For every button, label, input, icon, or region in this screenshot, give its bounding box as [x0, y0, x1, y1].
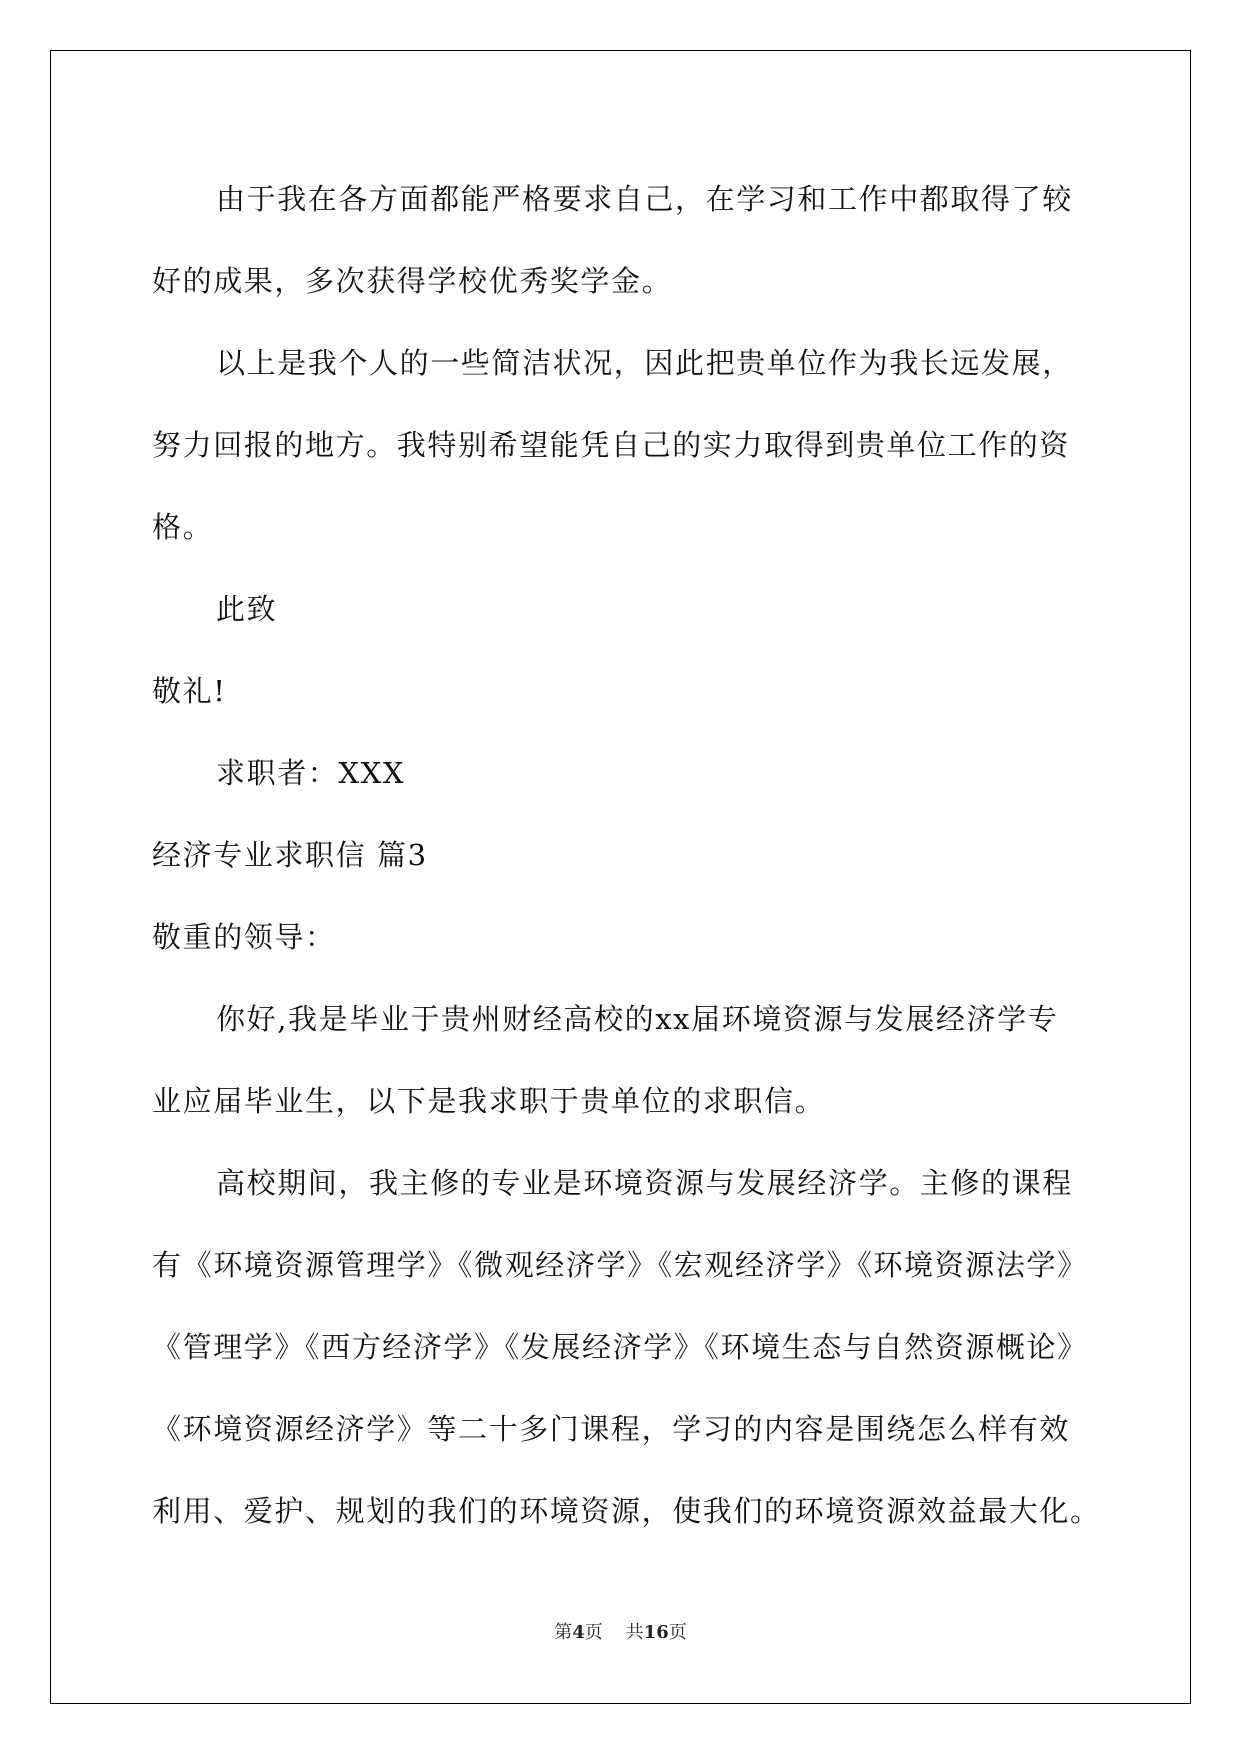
paragraph-line: 努力回报的地方。我特别希望能凭自己的实力取得到贵单位工作的资: [152, 428, 1071, 462]
total-prefix: 共: [625, 1622, 644, 1643]
paragraph-line: 《管理学》《西方经济学》《发展经济学》《环境生态与自然资源概论》: [152, 1330, 1088, 1364]
paragraph-line: 《环境资源经济学》等二十多门课程，学习的内容是围绕怎么样有效: [152, 1412, 1071, 1446]
paragraph-line: 以上是我个人的一些简洁状况，因此把贵单位作为我长远发展，: [216, 346, 1073, 380]
paragraph-line: 利用、爱护、规划的我们的环境资源，使我们的环境资源效益最大化。: [152, 1494, 1101, 1528]
salutation: 敬礼!: [152, 674, 227, 708]
page-number: 4: [572, 1622, 585, 1643]
total-pages: 16: [643, 1622, 669, 1643]
paragraph-line: 高校期间，我主修的专业是环境资源与发展经济学。主修的课程: [216, 1166, 1073, 1200]
page-footer: [0, 1618, 1241, 1644]
page-suffix: 页: [584, 1622, 603, 1643]
paragraph-line: 好的成果，多次获得学校优秀奖学金。: [152, 264, 673, 298]
greeting: 敬重的领导：: [152, 920, 336, 954]
paragraph-line: 有《环境资源管理学》《微观经济学》《宏观经济学》《环境资源法学》: [152, 1248, 1088, 1282]
section-title: 经济专业求职信 篇3: [152, 838, 428, 872]
page-prefix: 第: [554, 1622, 573, 1643]
paragraph-line: 由于我在各方面都能严格要求自己，在学习和工作中都取得了较: [216, 182, 1073, 216]
paragraph-line: 你好,我是毕业于贵州财经高校的xx届环境资源与发展经济学专: [216, 1002, 1059, 1036]
document-body: [152, 158, 1101, 1552]
paragraph-line: 业应届毕业生，以下是我求职于贵单位的求职信。: [152, 1084, 826, 1118]
paragraph-line: 格。: [152, 510, 214, 544]
signature-line: 求职者：XXX: [216, 756, 406, 790]
closing-phrase: 此致: [216, 592, 278, 626]
total-suffix: 页: [668, 1622, 687, 1643]
